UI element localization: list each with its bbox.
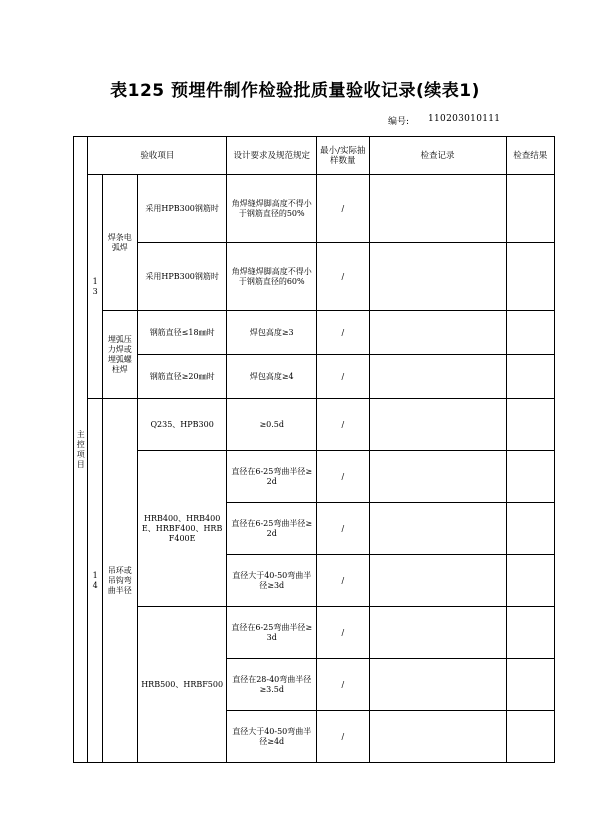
sample-count: / [317, 355, 370, 399]
method-cell [102, 399, 137, 763]
sample-count: / [317, 659, 370, 711]
code-value: 110203010111 [428, 114, 501, 124]
table-row [74, 175, 555, 243]
method-label: 焊条电弧焊 [107, 232, 132, 252]
sample-count: / [317, 711, 370, 763]
table-row [74, 607, 555, 659]
sample-count: / [317, 311, 370, 355]
section-cell [74, 137, 88, 763]
page-title: 表125 预埋件制作检验批质量验收记录(续表1) [110, 81, 480, 101]
item-number-cell [88, 175, 102, 399]
code-label: 编号: [388, 117, 410, 127]
sub-item: 钢筋直径≤18㎜时 [137, 311, 227, 355]
sub-item: 钢筋直径≥20㎜时 [137, 355, 227, 399]
steel-grade: Q235、HPB300 [137, 399, 227, 451]
result-cell [506, 311, 554, 355]
header-sample: 最小/实际抽样数量 [317, 137, 370, 175]
requirement: 直径在28-40弯曲半径≥3.5d [227, 659, 317, 711]
result-cell [506, 555, 554, 607]
record-cell [369, 175, 506, 243]
requirement: 直径在6-25弯曲半径≥3d [227, 607, 317, 659]
result-cell [506, 399, 554, 451]
sample-count: / [317, 555, 370, 607]
table-row [74, 243, 555, 311]
method-label: 埋弧压力焊或埋弧螺柱焊 [107, 334, 132, 374]
header-result: 检查结果 [506, 137, 554, 175]
sample-count: / [317, 503, 370, 555]
item-number-cell [88, 399, 102, 763]
requirement: 角焊缝焊脚高度不得小于钢筋直径的50% [227, 175, 317, 243]
record-cell [369, 355, 506, 399]
requirement: 焊包高度≥3 [227, 311, 317, 355]
requirement: 焊包高度≥4 [227, 355, 317, 399]
record-cell [369, 451, 506, 503]
table-header-row [74, 137, 555, 175]
sample-count: / [317, 607, 370, 659]
record-cell [369, 311, 506, 355]
table-row [74, 451, 555, 503]
sample-count: / [317, 399, 370, 451]
record-cell [369, 399, 506, 451]
acceptance-record-table [73, 136, 555, 763]
result-cell [506, 175, 554, 243]
record-cell [369, 711, 506, 763]
sub-item: 采用HPB300钢筋时 [137, 243, 227, 311]
result-cell [506, 355, 554, 399]
record-cell [369, 503, 506, 555]
method-cell [102, 311, 137, 399]
method-label: 吊环或吊钩弯曲半径 [107, 565, 132, 595]
table-row [74, 355, 555, 399]
record-cell [369, 607, 506, 659]
result-cell [506, 243, 554, 311]
requirement: 直径在6-25弯曲半径≥2d [227, 451, 317, 503]
table-row [74, 399, 555, 451]
section-label: 主控项目 [76, 429, 85, 469]
sample-count: / [317, 243, 370, 311]
requirement: 角焊缝焊脚高度不得小于钢筋直径的60% [227, 243, 317, 311]
result-cell [506, 711, 554, 763]
requirement: 直径在6-25弯曲半径≥2d [227, 503, 317, 555]
header-record: 检查记录 [369, 137, 506, 175]
sample-count: / [317, 175, 370, 243]
sample-count: / [317, 451, 370, 503]
result-cell [506, 451, 554, 503]
record-cell [369, 555, 506, 607]
method-cell [102, 175, 137, 311]
result-cell [506, 659, 554, 711]
requirement: ≥0.5d [227, 399, 317, 451]
steel-grade: HRB400、HRB400E、HRBF400、HRBF400E [137, 451, 227, 607]
sub-item: 采用HPB300钢筋时 [137, 175, 227, 243]
item-number: 14 [92, 570, 98, 590]
result-cell [506, 607, 554, 659]
record-cell [369, 659, 506, 711]
item-number: 13 [92, 276, 98, 296]
record-cell [369, 243, 506, 311]
header-design: 设计要求及规范规定 [227, 137, 317, 175]
header-item: 验收项目 [88, 137, 227, 175]
steel-grade: HRB500、HRBF500 [137, 607, 227, 763]
result-cell [506, 503, 554, 555]
requirement: 直径大于40-50弯曲半径≥4d [227, 711, 317, 763]
requirement: 直径大于40-50弯曲半径≥3d [227, 555, 317, 607]
table-row [74, 311, 555, 355]
